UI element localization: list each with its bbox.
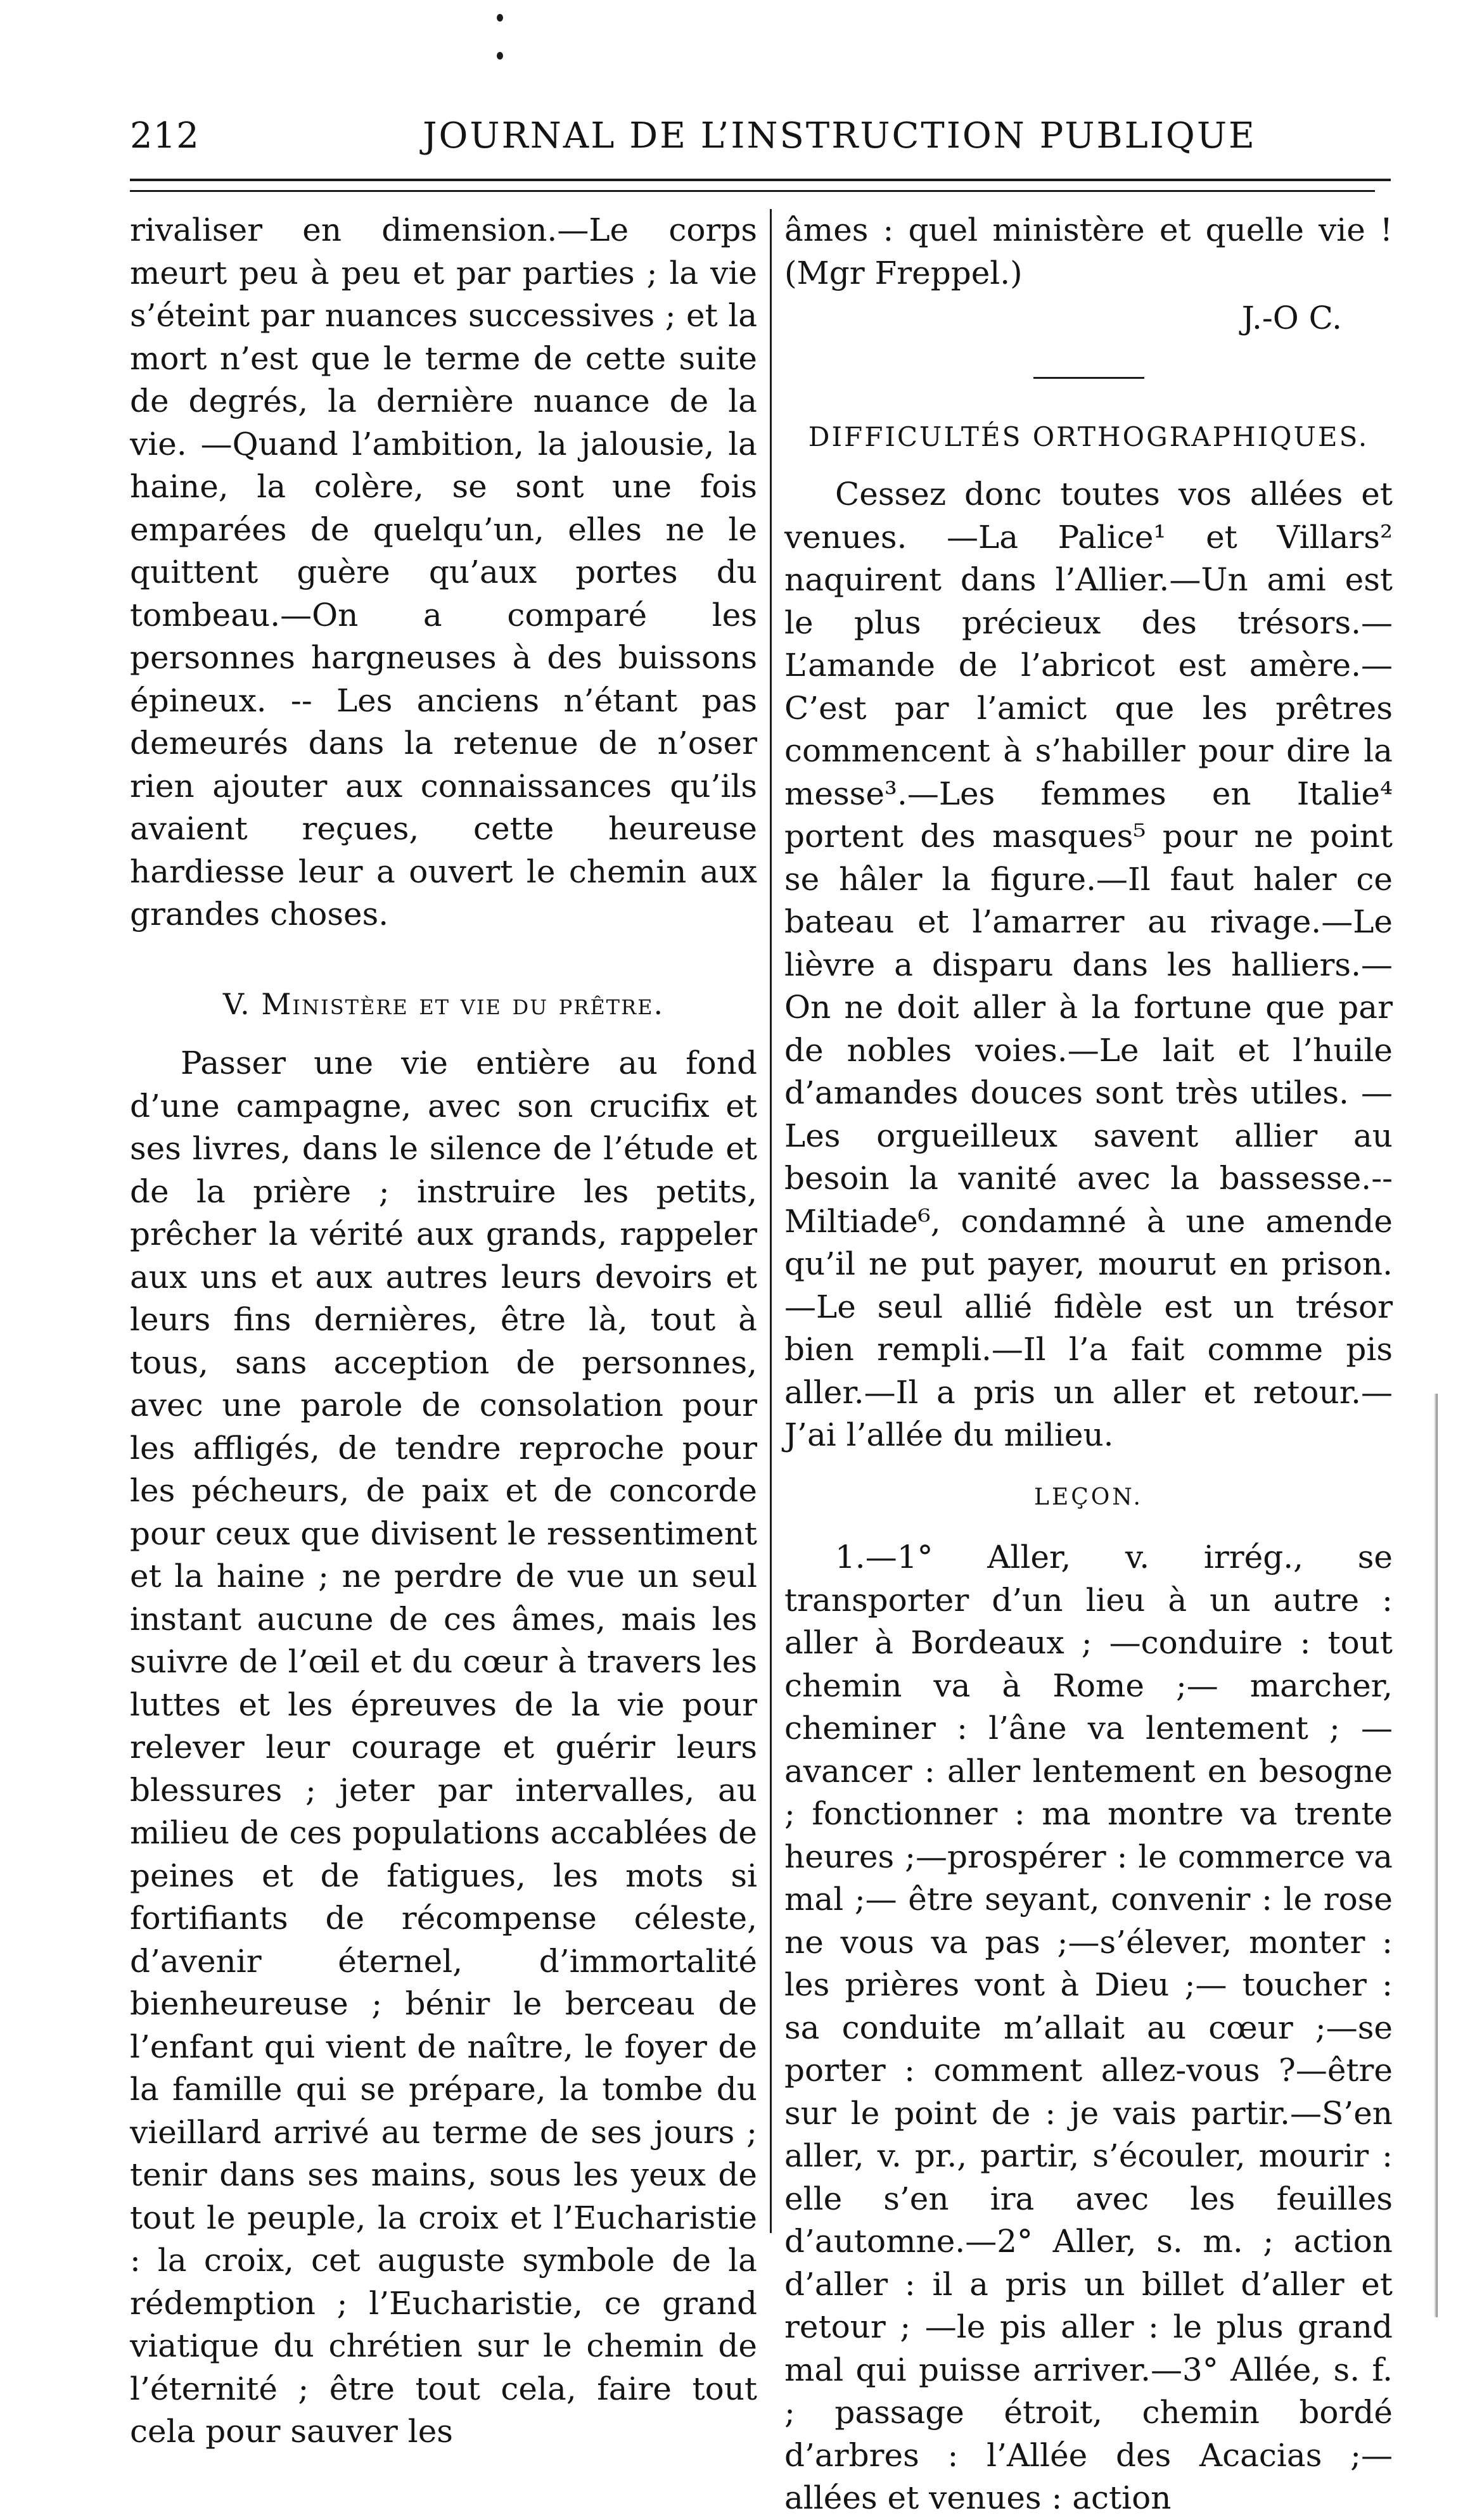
header-rule	[130, 190, 1375, 192]
header-rule	[130, 179, 1391, 181]
lecon-heading: LEÇON.	[1034, 1484, 1143, 1510]
difficulties-heading: DIFFICULTÉS ORTHOGRAPHIQUES.	[808, 421, 1369, 452]
continuation-paragraph: rivaliser en dimension.—Le corps meurt peu à peu et par parties ; la vie s’éteint par nuances successives ; et la mort n’est que le terme de cette suite de degrés, la dernière nuance de la vie. —Quand l’ambition, la jalousie, la haine, la colère, se sont une fois emparées de quelqu’un, elles ne le quittent guère qu’aux portes du tombeau.—On a comparé les personnes hargneuses à des buissons épineux. -- Les anciens n’étant pas demeurés dans la retenue de n’oser rien ajouter aux connaissances qu’ils avaient reçues, cette heureuse hardiesse leur a ouvert le chemin aux grandes choses.	[130, 212, 757, 932]
page-number: 212	[130, 115, 200, 156]
lecon-paragraph: 1.—1° Aller, v. irrég., se transporter d’un lieu à un autre : aller à Bordeaux ; —conduire : tout chemin va à Rome ;— marcher, cheminer : l’âne va lentement ; —avancer : aller lentement en besogne ; fonctionner : ma montre va trente heures ;—prospérer : le commerce va mal ;— être seyant, convenir : le rose ne vous va pas ;—s’élever, monter : les prières vont à Dieu ;— toucher : sa conduite m’allait au cœur ;—se porter : comment allez-vous ?—être sur le point de : je vais partir.—S’en aller, v. pr., partir, s’écouler, mourir : elle s’en ira avec les feuilles d’automne.—2° Aller, s. m. ; action d’aller : il a pris un billet d’aller et retour ; —le pis aller : le plus grand mal qui puisse arriver.—3° Allée, s. f. ; passage étroit, chemin bordé d’arbres : l’Allée des Acacias ;—allées et venues : action	[784, 1539, 1393, 2516]
column-divider	[770, 209, 772, 2233]
separator-rule	[1033, 377, 1144, 379]
page-edge-shadow	[1434, 1394, 1438, 2317]
continuation-paragraph: âmes : quel ministère et quelle vie ! (Mgr Freppel.)	[784, 212, 1393, 291]
ink-speck	[497, 14, 503, 22]
difficulties-paragraph: Cessez donc toutes vos allées et venues. —La Palice¹ et Villars² naquirent dans l’Allier.—Un ami est le plus précieux des trésors.—L’amande de l’abricot est amère.—C’est par l’amict que les prêtres commencent à s’habiller pour dire la messe³.—Les femmes en Italie⁴ portent des masques⁵ pour ne point se hâler la figure.—Il faut haler ce bateau et l’amarrer au rivage.—Le lièvre a disparu dans les halliers.—On ne doit aller à la fortune que par de nobles voies.—Le lait et l’huile d’amandes douces sont très utiles. —Les orgueilleux savent allier au besoin la vanité avec la bassesse.--Miltiade⁶, condamné à une amende qu’il ne put payer, mourut en prison.—Le seul allié fidèle est un trésor bien rempli.—Il l’a fait comme pis aller.—Il a pris un aller et retour.—J’ai l’allée du milieu.	[784, 476, 1393, 1453]
page-header	[130, 95, 1378, 171]
section-paragraph: Passer une vie entière au fond d’une campagne, avec son crucifix et ses livres, dans le silence de l’étude et de la prière ; instruire les petits, prêcher la vérité aux grands, rappeler aux uns et aux autres leurs devoirs et leurs fins dernières, être là, tout à tous, sans acception de personnes, avec une parole de consolation pour les affligés, de tendre reproche pour les pécheurs, de paix et de concorde pour ceux que divisent le ressentiment et la haine ; ne perdre de vue un seul instant aucune de ces âmes, mais les suivre de l’œil et du cœur à travers les luttes et les épreuves de la vie pour relever leur courage et guérir leurs blessures ; jeter par intervalles, au milieu de ces populations accablées de peines et de fatigues, les mots si fortifiants de récompense céleste, d’avenir éternel, d’immortalité bienheureuse ; bénir le berceau de l’enfant qui vient de naître, le foyer de la famille qui se prépare, la tombe du vieillard arrivé au terme de ses jours ; tenir dans ses mains, sous les yeux de tout le peuple, la croix et l’Eucharistie : la croix, cet auguste symbole de la rédemption ; l’Eucharistie, ce grand viatique du chrétien sur le chemin de l’éternité ; être tout cela, faire tout cela pour sauver les	[130, 1045, 757, 2450]
right-column	[784, 209, 1393, 2520]
section-heading: V. Ministère et vie du prêtre.	[222, 986, 665, 1021]
ink-speck	[497, 52, 503, 60]
author-signature: J.-O C.	[1241, 300, 1342, 336]
journal-title: JOURNAL DE L’INSTRUCTION PUBLIQUE	[423, 115, 1256, 156]
left-column	[130, 209, 757, 2453]
